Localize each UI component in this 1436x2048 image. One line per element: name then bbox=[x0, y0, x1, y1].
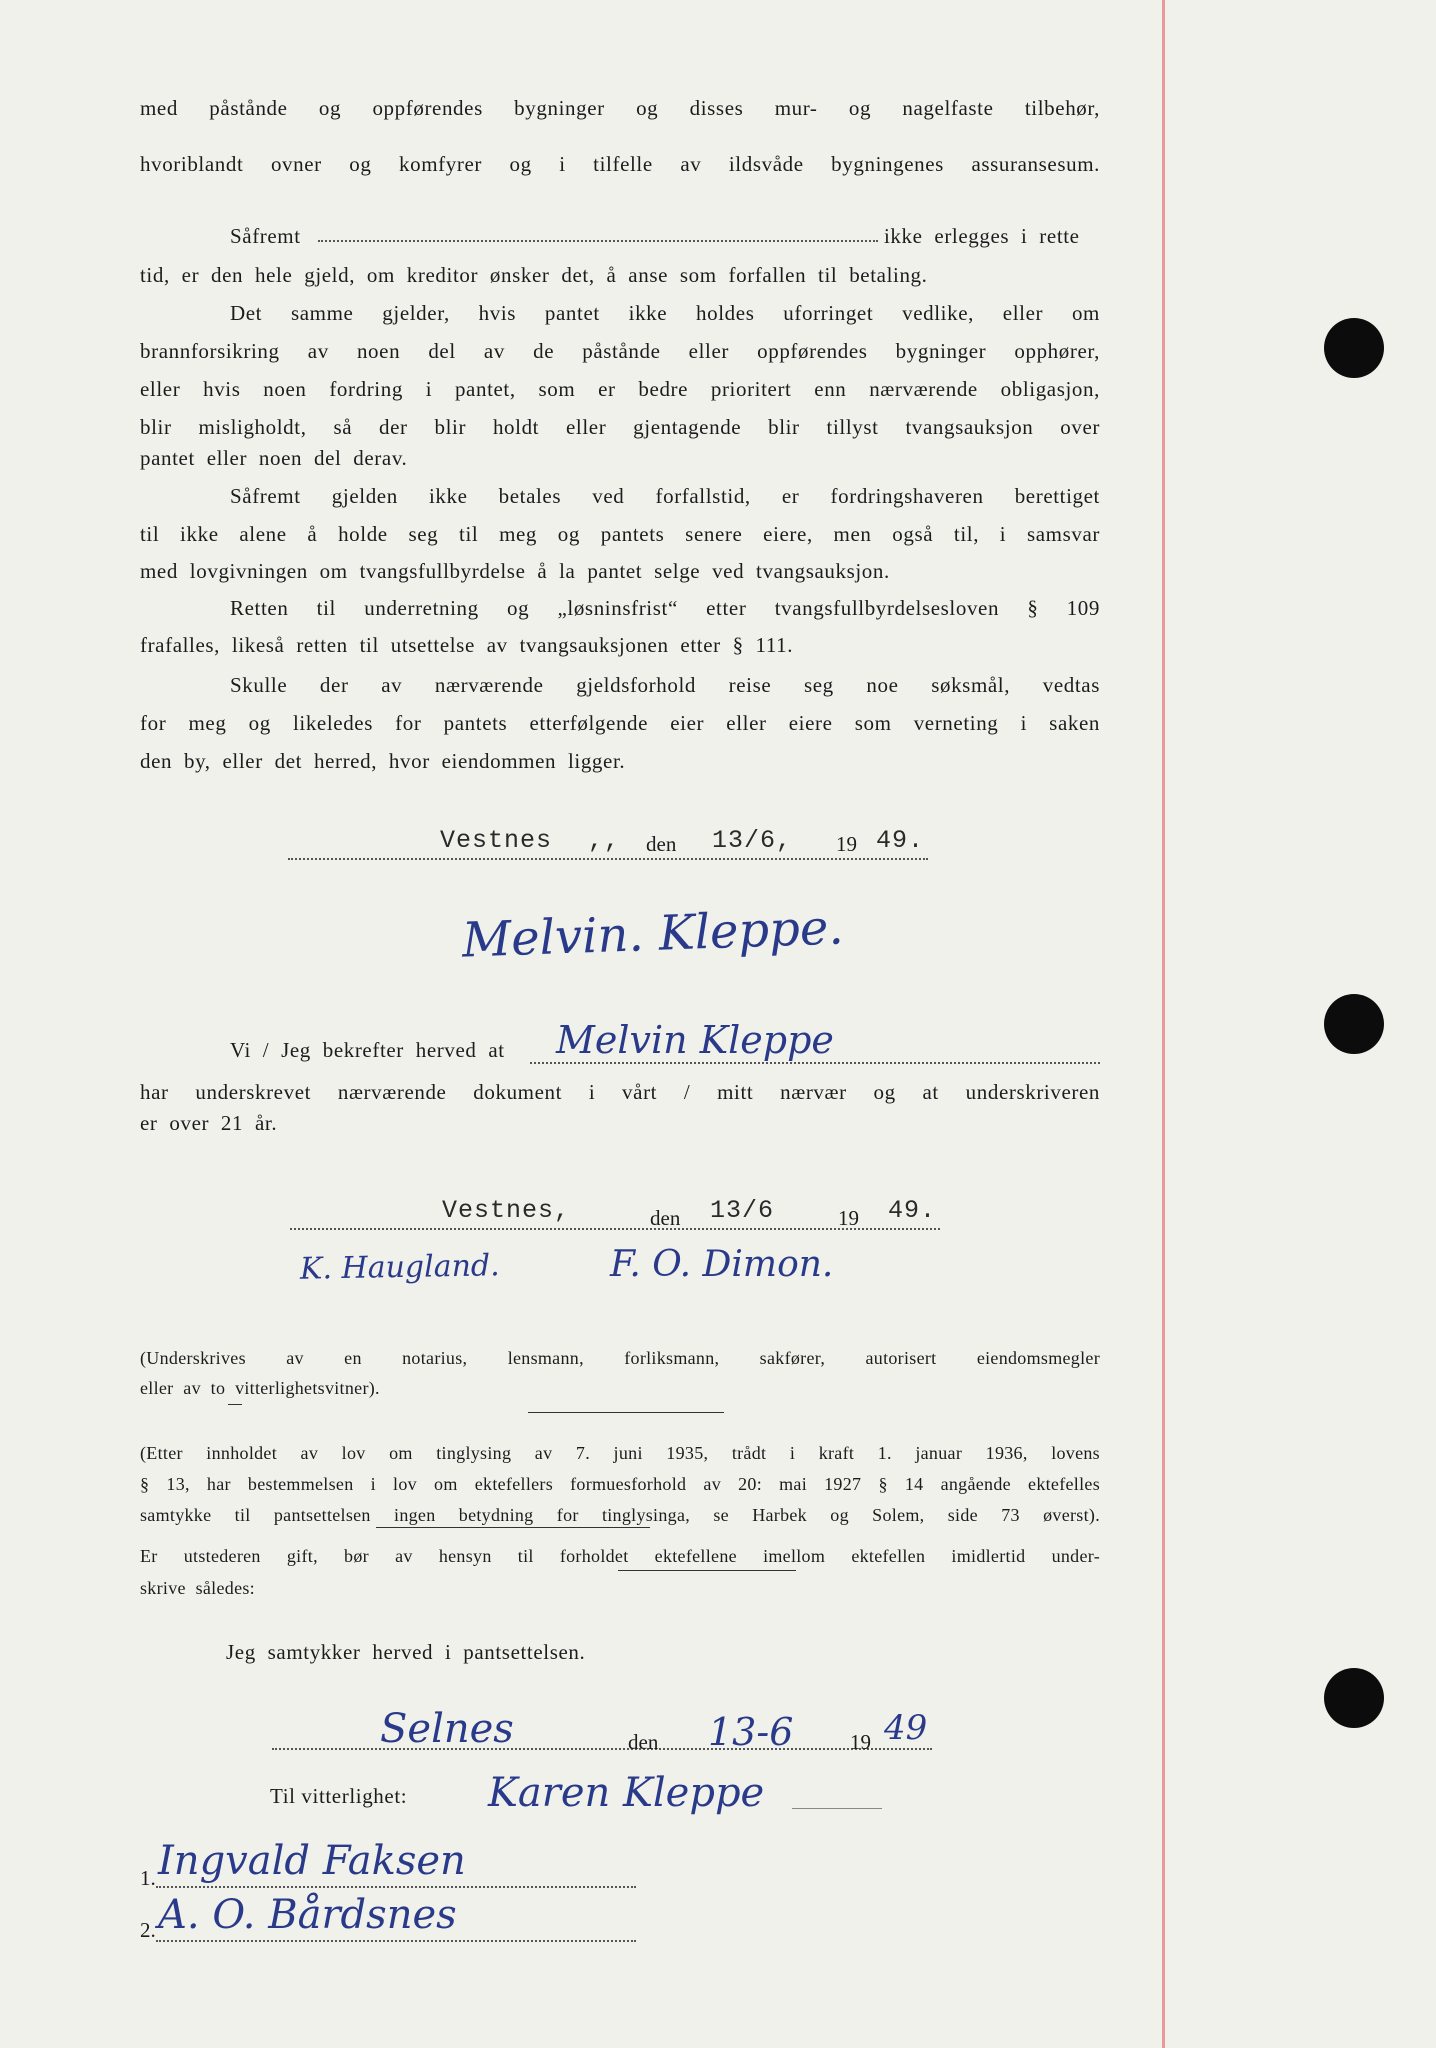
body-line-start: Såfremt bbox=[230, 224, 301, 248]
date-value: 13/6, bbox=[712, 826, 793, 855]
law-line: samtykke til pantsettelsen ingen betydning for tinglysinga, se Harbek og Solem, side 73 øverst). bbox=[140, 1505, 1100, 1525]
law-line: Er utstederen gift, bør av hensyn til forholdet ektefellene imellom ektefellen imidlertid under- bbox=[140, 1546, 1100, 1566]
witness-line bbox=[156, 1940, 636, 1942]
law-line: § 13, har bestemmelsen i lov om ektefellers formuesforhold av 20: mai 1927 § 14 angående ektefelles bbox=[140, 1474, 1100, 1494]
century-label: 19 bbox=[838, 1206, 859, 1230]
separator-rule bbox=[528, 1412, 724, 1413]
date-value: 13/6 bbox=[710, 1196, 775, 1225]
date-value: 13-6 bbox=[708, 1710, 794, 1754]
witness-signature: Ingvald Faksen bbox=[158, 1838, 466, 1884]
body-line: med lovgivningen om tvangsfullbyrdelse å la pantet selge ved tvangsauksjon. bbox=[140, 559, 890, 583]
punch-hole bbox=[1324, 1668, 1384, 1728]
body-line: eller hvis noen fordring i pantet, som er bedre prioritert enn nærværende obligasjon, bbox=[140, 377, 1100, 401]
witness-label: Til vitterlighet: bbox=[270, 1784, 408, 1808]
witness-number: 1. bbox=[140, 1866, 156, 1890]
century-label: 19 bbox=[850, 1730, 871, 1754]
body-line: Det samme gjelder, hvis pantet ikke holdes uforringet vedlike, eller om bbox=[230, 301, 1100, 325]
punch-hole bbox=[1324, 318, 1384, 378]
century-label: 19 bbox=[836, 832, 857, 856]
confirm-prefix: Vi / Jeg bekrefter herved at bbox=[230, 1038, 505, 1062]
year-value: 49 bbox=[884, 1708, 928, 1748]
margin-line bbox=[1162, 0, 1165, 2048]
body-line: har underskrevet nærværende dokument i vårt / mitt nærvær og at underskriveren bbox=[140, 1080, 1100, 1104]
witness-signature: K. Haugland. bbox=[299, 1248, 500, 1287]
body-line: Retten til underretning og „løsninsfrist“ etter tvangsfullbyrdelsesloven § 109 bbox=[230, 596, 1100, 620]
note-line: eller av to vitterlighetsvitner). bbox=[140, 1378, 380, 1398]
witness-signature: A. O. Bårdsnes bbox=[158, 1892, 457, 1938]
witness-signature: F. O. Dimon. bbox=[610, 1244, 834, 1285]
body-line: til ikke alene å holde seg til meg og pantets senere eiere, men også til, i samsvar bbox=[140, 522, 1100, 546]
body-line: for meg og likeledes for pantets etterfølgende eier eller eiere som verneting i saken bbox=[140, 711, 1100, 735]
date-line bbox=[272, 1748, 932, 1750]
body-line: hvoriblandt ovner og komfyrer og i tilfelle av ildsvåde bygningenes assuransesum. bbox=[140, 152, 1100, 176]
note-line: (Underskrives av en notarius, lensmann, forliksmann, sakfører, autorisert eiendomsmegler bbox=[140, 1348, 1100, 1368]
witness-line bbox=[156, 1886, 636, 1888]
body-line: tid, er den hele gjeld, om kreditor ønsker det, å anse som forfallen til betaling. bbox=[140, 263, 928, 287]
consent-line: Jeg samtykker herved i pantsettelsen. bbox=[226, 1640, 586, 1664]
place-value: Vestnes bbox=[440, 826, 553, 855]
body-line: brannforsikring av noen del av de påstånde eller oppførendes bygninger opphører, bbox=[140, 339, 1100, 363]
witness-number: 2. bbox=[140, 1918, 156, 1942]
body-line: blir misligholdt, så der blir holdt eller gjentagende blir tillyst tvangsauksjon over bbox=[140, 415, 1100, 439]
law-line: skrive således: bbox=[140, 1578, 255, 1598]
place-value: Selnes bbox=[380, 1706, 514, 1752]
underline-mark bbox=[618, 1570, 796, 1571]
signature: Melvin. Kleppe. bbox=[461, 899, 845, 969]
confirm-signature: Melvin Kleppe bbox=[556, 1018, 834, 1062]
body-line: den by, eller det herred, hvor eiendommen ligger. bbox=[140, 749, 626, 773]
underline-mark bbox=[228, 1404, 242, 1405]
underline-mark bbox=[376, 1527, 650, 1528]
signature-tail bbox=[792, 1808, 882, 1809]
punch-hole bbox=[1324, 994, 1384, 1054]
body-line: frafalles, likeså retten til utsettelse av tvangsauksjonen etter § 111. bbox=[140, 633, 794, 657]
den-label: den bbox=[628, 1730, 659, 1754]
law-line: (Etter innholdet av lov om tinglysing av 7. juni 1935, trådt i kraft 1. januar 1936, lovens bbox=[140, 1443, 1100, 1463]
name-line bbox=[530, 1062, 1100, 1064]
den-label: den bbox=[646, 832, 677, 856]
den-label: den bbox=[650, 1206, 681, 1230]
blank-field bbox=[318, 240, 878, 242]
signer-signature: Karen Kleppe bbox=[488, 1770, 765, 1816]
year-value: 49. bbox=[888, 1196, 937, 1225]
body-line: er over 21 år. bbox=[140, 1111, 278, 1135]
body-line: Skulle der av nærværende gjeldsforhold reise seg noe søksmål, vedtas bbox=[230, 673, 1100, 697]
body-line: pantet eller noen del derav. bbox=[140, 446, 408, 470]
body-line: Såfremt gjelden ikke betales ved forfallstid, er fordringshaveren berettiget bbox=[230, 484, 1100, 508]
place-value: Vestnes, bbox=[442, 1196, 571, 1225]
separator: ,, bbox=[588, 826, 621, 855]
date-line bbox=[288, 858, 928, 860]
body-line: med påstånde og oppførendes bygninger og disses mur- og nagelfaste tilbehør, bbox=[140, 96, 1100, 120]
body-line-end: ikke erlegges i rette bbox=[884, 224, 1080, 248]
year-value: 49. bbox=[876, 826, 925, 855]
